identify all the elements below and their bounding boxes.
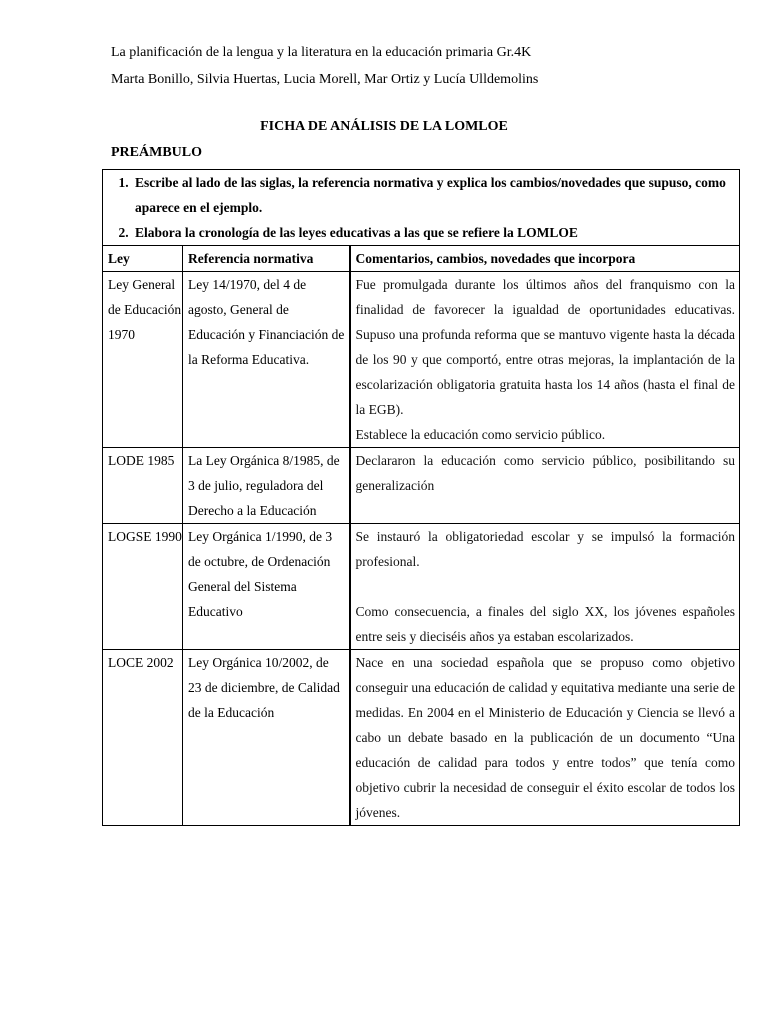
ley-cell: LOGSE 1990: [103, 524, 183, 650]
column-header-comentarios: Comentarios, cambios, novedades que incorpora: [350, 246, 740, 272]
table-header-row: [103, 246, 740, 272]
comentario-cell: [350, 524, 740, 650]
header-authors-line: Marta Bonillo, Silvia Huertas, Lucia Morell, Mar Ortiz y Lucía Ulldemolins: [111, 72, 539, 87]
ley-cell: LOCE 2002: [103, 650, 183, 826]
table-row: [103, 272, 740, 448]
comentario-paragraph: Declararon la educación como servicio público, posibilitando su generalización: [355, 453, 735, 493]
instruction-item: 1. Escribe al lado de las siglas, la referencia normativa y explica los cambios/novedades que supuso, como aparece en el ejemplo.: [132, 170, 735, 220]
instructions-row: [103, 170, 740, 246]
header-course-line: La planificación de la lengua y la literatura en la educación primaria Gr.4K: [111, 45, 532, 60]
referencia-cell: Ley Orgánica 10/2002, de 23 de diciembre, de Calidad de la Educación: [183, 650, 350, 826]
ley-cell: LODE 1985: [103, 448, 183, 524]
table-row: [103, 448, 740, 524]
comentario-paragraph: Nace en una sociedad española que se propuso como objetivo conseguir una educación de calidad y equitativa mediante una serie de medidas. En 2004 en el Ministerio de Educación y Ciencia se llevó a cabo un debate basado en la publicación de un documento “Una educación de calidad para todos y entre todos” que tenía como objetivo cubrir la necesidad de conseguir el éxito escolar de todos los jóvenes.: [355, 655, 735, 820]
referencia-cell: Ley 14/1970, del 4 de agosto, General de Educación y Financiación de la Reforma Educativa.: [183, 272, 350, 448]
comentario-cell: [350, 448, 740, 524]
table-row: [103, 524, 740, 650]
referencia-cell: La Ley Orgánica 8/1985, de 3 de julio, reguladora del Derecho a la Educación: [183, 448, 350, 524]
comentario-paragraph: Establece la educación como servicio público.: [355, 427, 606, 442]
comentario-paragraph: Como consecuencia, a finales del siglo XX, los jóvenes españoles entre seis y dieciséis años ya estaban escolarizados.: [355, 604, 735, 644]
column-header-referencia: Referencia normativa: [183, 246, 350, 272]
instruction-item: 2. Elabora la cronología de las leyes educativas a las que se refiere la LOMLOE: [132, 220, 735, 245]
ley-cell: Ley General de Educación 1970: [103, 272, 183, 448]
comentario-cell: [350, 650, 740, 826]
referencia-cell: Ley Orgánica 1/1990, de 3 de octubre, de Ordenación General del Sistema Educativo: [183, 524, 350, 650]
comentario-paragraph: Se instauró la obligatoriedad escolar y se impulsó la formación profesional.: [355, 529, 735, 569]
column-header-ley: Ley: [103, 246, 183, 272]
section-title: PREÁMBULO: [111, 145, 202, 160]
comentario-cell: [350, 272, 740, 448]
table-row: [103, 650, 740, 826]
instructions-cell: [103, 170, 740, 246]
instructions-list: [108, 170, 735, 245]
document-title: FICHA DE ANÁLISIS DE LA LOMLOE: [260, 119, 508, 134]
comentario-paragraph: Fue promulgada durante los últimos años del franquismo con la finalidad de favorecer la igualdad de oportunidades educativas. Supuso una profunda reforma que se mantuvo vigente hasta la década de los 90 y que comportó, entre otras mejoras, la implantación de la escolarización obligatoria gratuita hasta los 14 años (hasta el final de la EGB).: [355, 277, 735, 417]
analysis-table: [102, 169, 740, 826]
